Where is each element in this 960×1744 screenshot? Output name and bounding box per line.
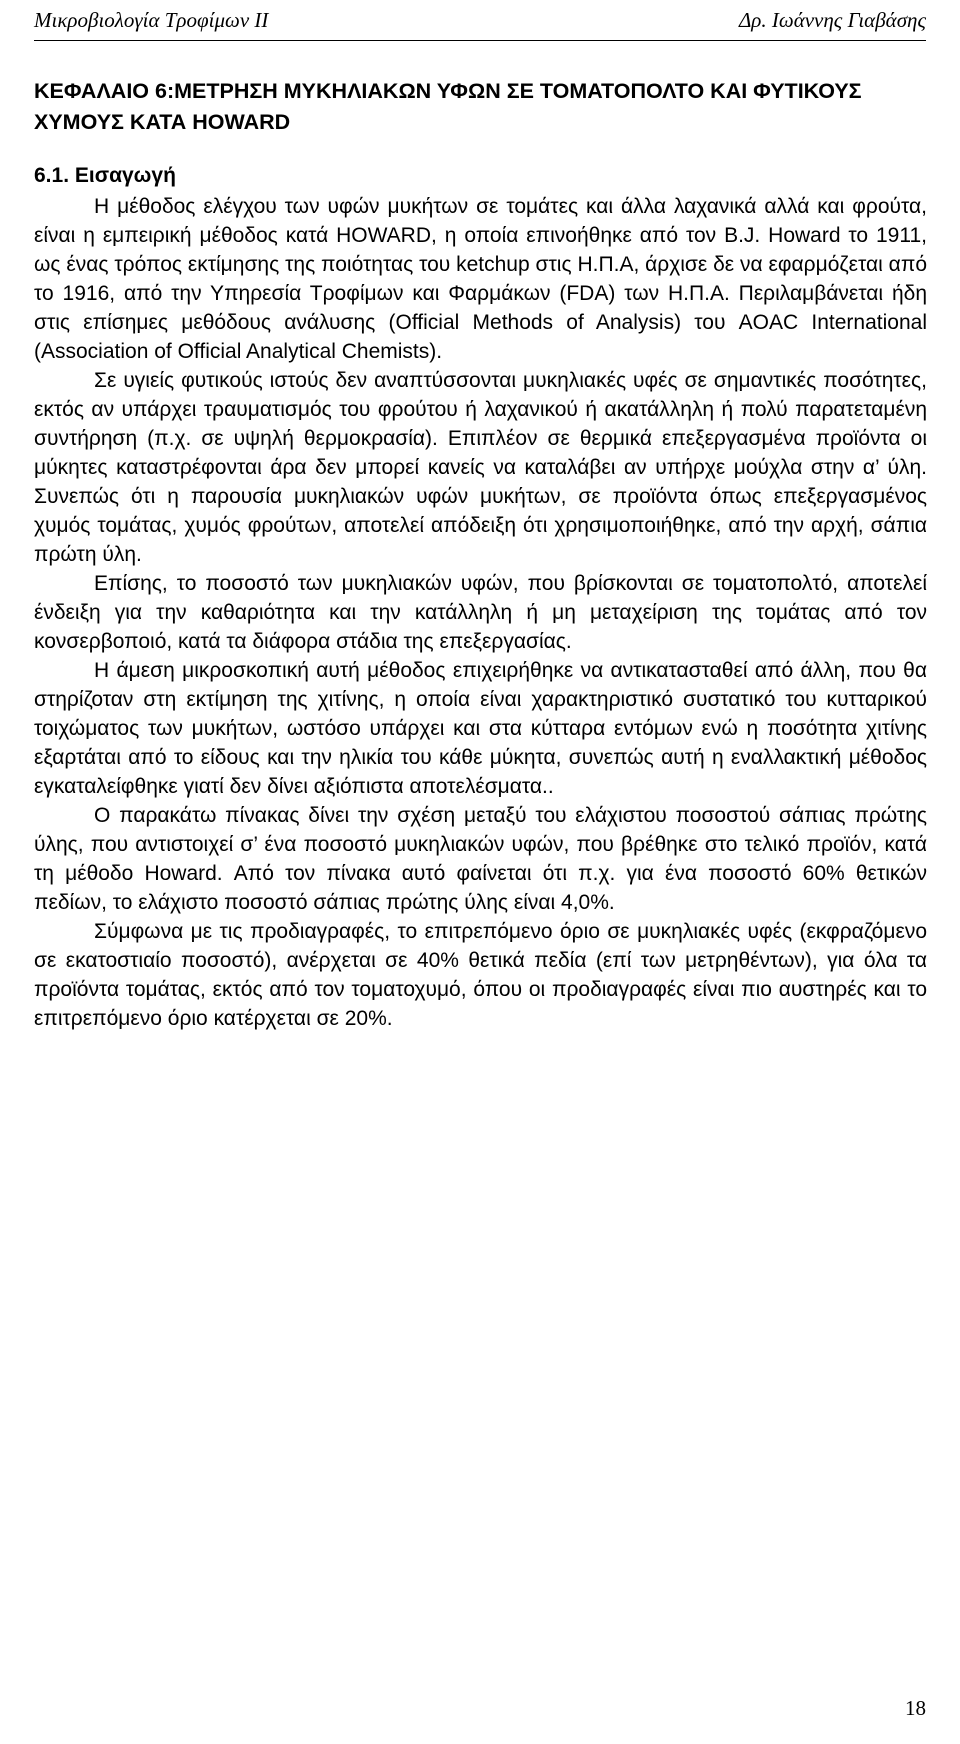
paragraph: Σε υγιείς φυτικούς ιστούς δεν αναπτύσσονται μυκηλιακές υφές σε σημαντικές ποσότητες, εκτός αν υπάρχει τραυματισμός του φρούτου ή λαχανικού ή ακατάλληλη ή πολύ παρατεταμένη συντήρηση (π.χ. σε υψηλή θερμοκρασία). Επιπλέον σε θερμικά επεξεργασμένα προϊόντα οι μύκητες καταστρέφονται άρα δεν μπορεί κανείς να καταλάβει αν υπήρχε μούχλα στην α’ ύλη. Συνεπώς ότι η παρουσία μυκηλιακών υφών μυκήτων, σε προϊόντα όπως επεξεργασμένος χυμός τομάτας, χυμός φρούτων, αποτελεί απόδειξη ότι χρησιμοποιήθηκε, από την αρχή, σάπια πρώτη ύλη. <box>34 369 927 566</box>
paragraph: Η μέθοδος ελέγχου των υφών μυκήτων σε τομάτες και άλλα λαχανικά αλλά και φρούτα, είναι η εμπειρική μέθοδος κατά HOWARD, η οποία επινοήθηκε από τον B.J. Howard το 1911, ως ένας τρόπος εκτίμησης της ποιότητας του ketchup στις Η.Π.Α, άρχισε δε να εφαρμόζεται από το 1916, από την Υπηρεσία Τροφίμων και Φαρμάκων (FDA) των Η.Π.Α. Περιλαμβάνεται ήδη στις επίσημες μεθόδους ανάλυσης (Official Methods of Analysis) του AOAC International (Association of Official Analytical Chemists). <box>34 195 927 363</box>
page-number: 18 <box>905 1696 926 1720</box>
header-course-title: Μικροβιολογία Τροφίμων ΙΙ <box>34 8 269 32</box>
page-header <box>34 4 926 41</box>
paragraph: Επίσης, το ποσοστό των μυκηλιακών υφών, που βρίσκονται σε τοματοπολτό, αποτελεί ένδειξη για την καθαριότητα και την κατάλληλη ή μη μεταχείριση της τομάτας από τον κονσερβοποιό, κατά τα διάφορα στάδια της επεξεργασίας. <box>34 572 927 653</box>
paragraph: Ο παρακάτω πίνακας δίνει την σχέση μεταξύ του ελάχιστου ποσοστού σάπιας πρώτης ύλης, που αντιστοιχεί σ’ ένα ποσοστό μυκηλιακών υφών, που βρέθηκε στο τελικό προϊόν, κατά τη μέθοδο Howard. Από τον πίνακα αυτό φαίνεται ότι π.χ. για ένα ποσοστό 60% θετικών πεδίων, το ελάχιστο ποσοστό σάπιας πρώτης ύλης είναι 4,0%. <box>34 804 927 914</box>
paragraph: Η άμεση μικροσκοπική αυτή μέθοδος επιχειρήθηκε να αντικατασταθεί από άλλη, που θα στηρίζοταν στη εκτίμηση της χιτίνης, η οποία είναι χαρακτηριστικό συστατικό του κυτταρικού τοιχώματος των μυκήτων, ωστόσο υπάρχει και στα κύτταρα εντόμων ενώ η ποσότητα χιτίνης εξαρτάται από το είδους και την ηλικία του κάθε μύκητα, συνεπώς αυτή η εναλλακτική μέθοδος εγκαταλείφθηκε γιατί δεν δίνει αξιόπιστα αποτελέσματα.. <box>34 659 927 798</box>
chapter-title: ΚΕΦΑΛΑΙΟ 6:ΜΕΤΡΗΣΗ ΜΥΚΗΛΙΑΚΩΝ ΥΦΩΝ ΣΕ ΤΟΜΑΤΟΠΟΛΤΟ ΚΑΙ ΦΥΤΙΚΟΥΣ ΧΥΜΟΥΣ ΚΑΤΑ HOWARD <box>34 79 862 134</box>
section-title: 6.1. Εισαγωγή <box>34 164 176 187</box>
page-content <box>34 76 927 1033</box>
header-author: Δρ. Ιωάννης Γιαβάσης <box>738 8 926 32</box>
paragraph: Σύμφωνα με τις προδιαγραφές, το επιτρεπόμενο όριο σε μυκηλιακές υφές (εκφραζόμενο σε εκατοστιαίο ποσοστό), ανέρχεται σε 40% θετικά πεδία (επί των μετρηθέντων), για όλα τα προϊόντα τομάτας, εκτός από τον τοματοχυμό, όπου οι προδιαγραφές είναι πιο αυστηρές και το επιτρεπόμενο όριο κατέρχεται σε 20%. <box>34 920 927 1030</box>
